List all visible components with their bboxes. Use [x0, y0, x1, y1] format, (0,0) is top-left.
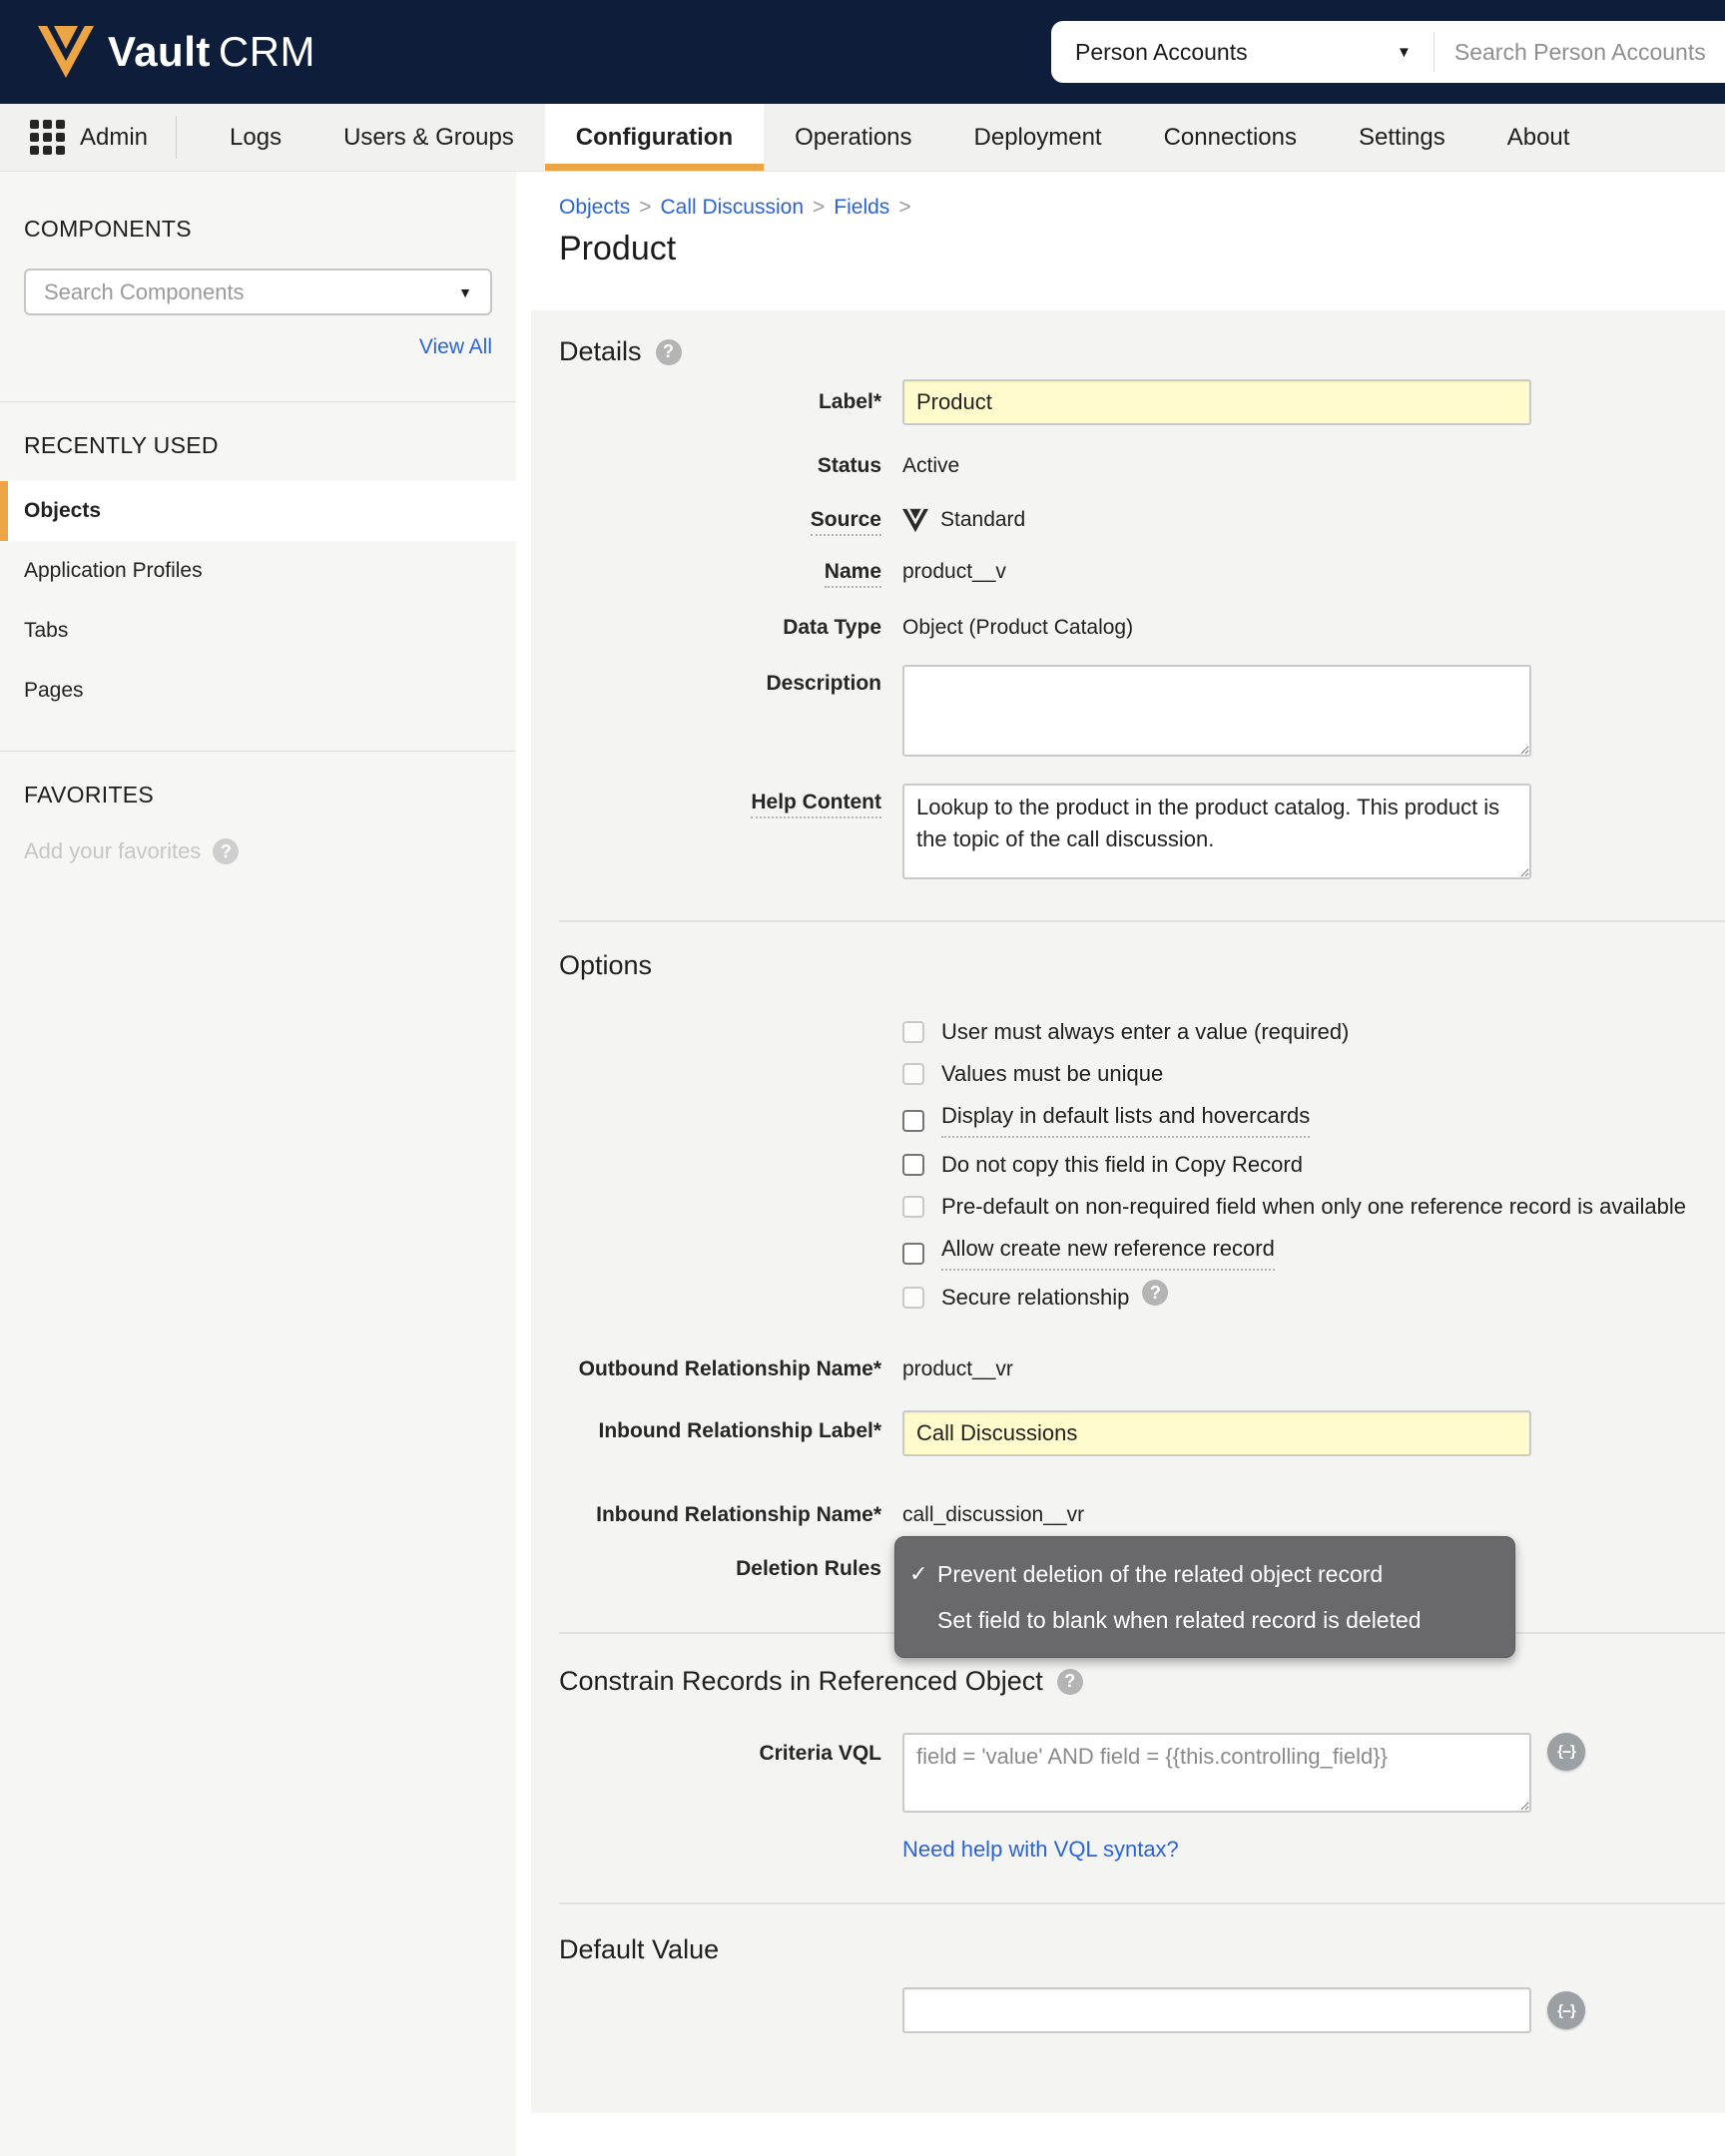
description-field-label: Description	[766, 672, 881, 695]
data-type-field-label: Data Type	[783, 616, 881, 639]
field-row-deletion-rules	[559, 1546, 1725, 1633]
unique-label: Values must be unique	[941, 1061, 1164, 1086]
nav-admin[interactable]	[0, 104, 176, 171]
sidebar-item-application-profiles[interactable]: Application Profiles	[24, 559, 203, 582]
details-heading-text: Details	[559, 336, 642, 366]
options-heading-text: Options	[559, 950, 653, 980]
constrain-help-icon[interactable]: ?	[1057, 1669, 1083, 1695]
source-field-label	[559, 505, 881, 535]
option-secure-relationship	[902, 1282, 1725, 1311]
admin-nav-bar	[0, 104, 1725, 172]
deletion-rules-open-menu	[894, 1536, 1515, 1658]
help-content-field-label-text: Help Content	[751, 791, 881, 818]
main-content	[516, 172, 1725, 2156]
pre-default-checkbox[interactable]	[902, 1196, 924, 1218]
breadcrumb-separator: >	[898, 196, 911, 219]
constrain-heading-text: Constrain Records in Referenced Object	[559, 1666, 1043, 1696]
option-required	[902, 1019, 1725, 1045]
tab-about[interactable]	[1476, 104, 1601, 171]
details-heading	[559, 336, 1725, 367]
view-all-link[interactable]: View All	[418, 335, 492, 358]
tab-settings-label: Settings	[1359, 123, 1445, 151]
default-value-heading	[559, 1934, 1725, 1965]
field-row-label	[559, 379, 1725, 425]
required-label: User must always enter a value (required)	[941, 1019, 1350, 1044]
brand-text	[108, 28, 315, 76]
nav-admin-label: Admin	[80, 123, 149, 151]
name-field-label-text: Name	[825, 560, 881, 588]
tab-users-groups-label: Users & Groups	[343, 123, 514, 151]
secure-relationship-checkbox[interactable]	[902, 1287, 924, 1309]
scope-caret-icon[interactable]: ▼	[1397, 43, 1412, 61]
criteria-vql-textarea[interactable]	[902, 1733, 1531, 1813]
section-divider	[559, 1902, 1725, 1904]
search-components-input[interactable]	[44, 279, 458, 305]
tab-operations[interactable]	[764, 104, 942, 171]
default-value-heading-text: Default Value	[559, 1934, 720, 1964]
option-pre-default	[902, 1194, 1725, 1220]
secure-relationship-help-icon[interactable]: ?	[1142, 1280, 1168, 1306]
field-row-description	[559, 665, 1725, 766]
breadcrumb-fields[interactable]: Fields	[834, 196, 890, 219]
tab-configuration[interactable]	[545, 104, 764, 171]
source-field-label-text: Source	[811, 508, 881, 536]
name-value: product__v	[902, 560, 1006, 583]
brand-crm: CRM	[218, 28, 316, 75]
app-grid-icon	[30, 120, 65, 155]
field-row-data-type	[559, 613, 1725, 643]
help-content-textarea[interactable]	[902, 784, 1531, 879]
status-field-label: Status	[817, 454, 881, 477]
allow-create-reference-checkbox[interactable]	[902, 1243, 924, 1265]
data-type-value: Object (Product Catalog)	[902, 616, 1134, 639]
status-value: Active	[902, 454, 960, 477]
details-help-icon[interactable]: ?	[656, 339, 682, 365]
breadcrumb	[559, 196, 1725, 220]
global-search-input[interactable]	[1435, 21, 1725, 83]
tab-about-label: About	[1506, 123, 1570, 151]
brand	[38, 24, 315, 80]
tab-connections[interactable]	[1133, 104, 1328, 171]
required-checkbox[interactable]	[902, 1021, 924, 1043]
default-value-input[interactable]	[902, 1987, 1531, 2033]
field-row-status	[559, 451, 1725, 481]
sidebar-item-tabs[interactable]: Tabs	[24, 619, 69, 642]
field-row-default-value	[902, 1987, 1725, 2033]
check-icon: ✓	[909, 1561, 928, 1586]
section-divider	[559, 920, 1725, 922]
options-heading	[559, 950, 1725, 981]
no-copy-checkbox[interactable]	[902, 1154, 924, 1176]
tab-logs-label: Logs	[230, 123, 283, 151]
search-components-select[interactable]	[24, 269, 492, 315]
tab-logs[interactable]	[199, 104, 312, 171]
sidebar-item-objects[interactable]: Objects	[0, 481, 516, 541]
display-default-lists-checkbox[interactable]	[902, 1110, 924, 1132]
favorites-help-icon[interactable]: ?	[213, 838, 239, 864]
pre-default-label: Pre-default on non-required field when only one reference record is available	[941, 1194, 1687, 1219]
field-detail-panel	[531, 310, 1725, 2113]
criteria-vql-field-label: Criteria VQL	[759, 1742, 881, 1765]
nav-divider	[176, 116, 177, 159]
allow-create-reference-label: Allow create new reference record	[941, 1236, 1275, 1271]
tab-connections-label: Connections	[1163, 123, 1297, 151]
source-value: Standard	[940, 508, 1026, 531]
field-row-criteria-vql	[559, 1733, 1725, 1813]
secure-relationship-label: Secure relationship	[941, 1285, 1130, 1310]
label-input[interactable]	[902, 379, 1531, 425]
components-heading: COMPONENTS	[24, 216, 192, 242]
option-no-copy	[902, 1152, 1725, 1178]
vault-logo-icon	[38, 24, 94, 80]
components-sidebar	[0, 172, 516, 2156]
option-display-default-lists	[902, 1103, 1725, 1138]
inbound-name-field-label: Inbound Relationship Name*	[596, 1503, 881, 1526]
option-unique	[902, 1061, 1725, 1087]
veeva-source-icon	[902, 508, 928, 533]
page-title: Product	[559, 230, 677, 268]
field-row-inbound-label	[559, 1410, 1725, 1456]
breadcrumb-separator: >	[813, 196, 826, 219]
search-components-caret-icon: ▼	[458, 283, 472, 300]
tab-deployment[interactable]	[943, 104, 1133, 171]
deletion-rules-field-label: Deletion Rules	[736, 1557, 881, 1580]
tokens-icon[interactable]: {--}	[1547, 1733, 1585, 1771]
favorites-placeholder	[0, 838, 516, 864]
inbound-label-input[interactable]	[902, 1410, 1531, 1456]
constrain-heading	[559, 1666, 1725, 1697]
field-row-name	[559, 557, 1725, 587]
field-row-outbound-name	[559, 1354, 1725, 1384]
outbound-name-value: product__vr	[902, 1357, 1013, 1380]
inbound-name-value: call_discussion__vr	[902, 1503, 1085, 1526]
unique-checkbox[interactable]	[902, 1063, 924, 1085]
option-allow-create-reference	[902, 1236, 1725, 1271]
global-search-control	[1051, 21, 1725, 83]
recently-used-heading: RECENTLY USED	[24, 432, 219, 458]
scope-select[interactable]: Person Accounts	[1075, 38, 1248, 65]
inbound-label-field-label: Inbound Relationship Label*	[598, 1419, 881, 1442]
vql-help-link[interactable]: Need help with VQL syntax?	[902, 1837, 1179, 1862]
tab-settings[interactable]	[1328, 104, 1476, 171]
no-copy-label: Do not copy this field in Copy Record	[941, 1152, 1303, 1177]
name-field-label	[559, 557, 881, 587]
breadcrumb-objects[interactable]: Objects	[559, 196, 631, 219]
deletion-rules-option-prevent[interactable]	[895, 1551, 1514, 1597]
deletion-rules-option-blank[interactable]	[895, 1597, 1514, 1643]
field-row-source	[559, 505, 1725, 535]
sidebar-item-pages[interactable]: Pages	[24, 679, 84, 702]
field-row-help-content	[559, 784, 1725, 888]
favorites-heading: FAVORITES	[24, 782, 155, 808]
brand-vault: Vault	[108, 28, 211, 75]
top-header	[0, 0, 1725, 104]
breadcrumb-call-discussion[interactable]: Call Discussion	[660, 196, 805, 219]
tab-operations-label: Operations	[795, 123, 912, 151]
tab-users-groups[interactable]	[312, 104, 545, 171]
field-row-inbound-name	[559, 1500, 1725, 1530]
description-textarea[interactable]	[902, 665, 1531, 757]
tokens-icon[interactable]: {--}	[1547, 1991, 1585, 2029]
display-default-lists-label: Display in default lists and hovercards	[941, 1103, 1310, 1138]
tab-deployment-label: Deployment	[973, 123, 1102, 151]
deletion-rules-option-blank-text: Set field to blank when related record is deleted	[937, 1606, 1422, 1633]
help-content-field-label	[559, 784, 881, 817]
breadcrumb-separator: >	[639, 196, 652, 219]
favorites-placeholder-text: Add your favorites	[24, 838, 202, 863]
outbound-name-field-label: Outbound Relationship Name*	[578, 1357, 881, 1380]
deletion-rules-option-prevent-text: Prevent deletion of the related object record	[937, 1560, 1384, 1587]
label-field-label: Label*	[818, 390, 881, 413]
tab-configuration-label: Configuration	[575, 123, 734, 151]
